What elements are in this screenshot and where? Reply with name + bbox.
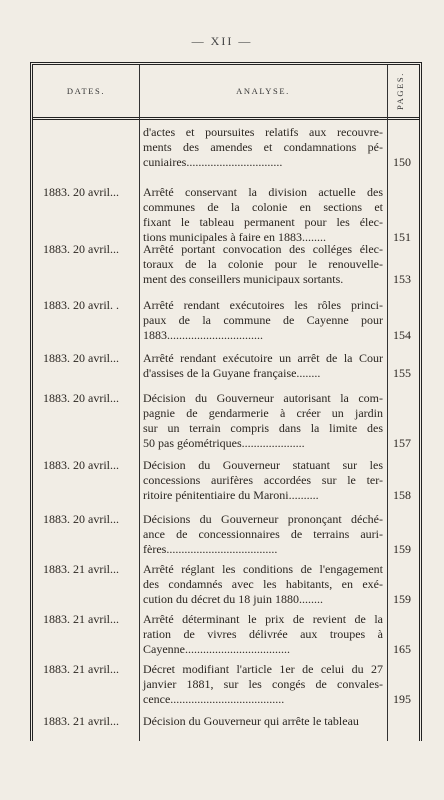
entry-date: 1883. 21 avril... <box>43 612 119 626</box>
analysis-line: Décision du Gouverneur autorisant la com- <box>143 391 383 405</box>
analysis-line: Cayenne................................... <box>143 642 290 656</box>
entry-page: 195 <box>393 692 411 706</box>
entry-page: 153 <box>393 272 411 286</box>
analysis-line: Arrêté rendant exécutoires les rôles princi- <box>143 298 383 312</box>
entry-page: 158 <box>393 488 411 502</box>
analysis-line: paux de la commune de Cayenne pour <box>143 313 383 327</box>
entry-date: 1883. 21 avril... <box>43 562 119 576</box>
header-pages <box>387 65 413 117</box>
entry-page: 155 <box>393 366 411 380</box>
entry-page: 151 <box>393 230 411 244</box>
analysis-line: ments des amendes et condamnations pé- <box>143 140 383 154</box>
analysis-line: 1883................................ <box>143 328 263 342</box>
entry-date: 1883. 20 avril... <box>43 242 119 256</box>
table-header <box>33 65 419 120</box>
analysis-line: ance de concessionnaires de terrains auri- <box>143 527 383 541</box>
analysis-line: fixant le tableau permanent pour les élec- <box>143 215 383 229</box>
entry-analysis <box>143 298 383 343</box>
header-dates: DATES. <box>66 86 106 96</box>
entry-page: 159 <box>393 542 411 556</box>
entry-page: 157 <box>393 436 411 450</box>
entry-analysis <box>143 512 383 557</box>
analysis-line: toraux de la colonie pour le renouvelle- <box>143 257 383 271</box>
entry-date: 1883. 20 avril... <box>43 391 119 405</box>
entry-date: 1883. 21 avril... <box>43 714 119 728</box>
column-divider <box>387 65 388 741</box>
analysis-line: tions municipales à faire en 1883........ <box>143 230 326 244</box>
analysis-line: communes de la colonie en sections et <box>143 200 383 214</box>
entry-analysis <box>143 125 383 170</box>
analysis-line: Décret modifiant l'article 1er de celui du 27 <box>143 662 383 676</box>
entry-date: 1883. 20 avril. . <box>43 298 119 312</box>
analysis-line: Décisions du Gouverneur prononçant déché- <box>143 512 383 526</box>
table-frame <box>30 62 422 741</box>
entry-analysis <box>143 458 383 503</box>
analysis-line: cence...................................... <box>143 692 285 706</box>
entry-analysis <box>143 351 383 381</box>
entry-analysis <box>143 612 383 657</box>
page-number: — XII — <box>191 34 253 48</box>
analysis-line: cution du décret du 18 juin 1880........ <box>143 592 323 606</box>
analysis-line: fères..................................... <box>143 542 278 556</box>
analysis-line: Décision du Gouverneur statuant sur les <box>143 458 383 472</box>
entry-date: 1883. 20 avril... <box>43 351 119 365</box>
entry-date: 1883. 20 avril... <box>43 512 119 526</box>
analysis-line: janvier 1881, sur les congés de convales- <box>143 677 383 691</box>
entry-page: 150 <box>393 155 411 169</box>
entry-date: 1883. 21 avril... <box>43 662 119 676</box>
analysis-line: 50 pas géométriques..................... <box>143 436 305 450</box>
analysis-line: Décision du Gouverneur qui arrête le tableau <box>143 714 359 728</box>
analysis-line: Arrêté conservant la division actuelle des <box>143 185 383 199</box>
entry-date: 1883. 20 avril... <box>43 458 119 472</box>
analysis-line: pagnie de gendarmerie à créer un jardin <box>143 406 383 420</box>
entry-analysis <box>143 242 383 287</box>
entry-analysis <box>143 185 383 245</box>
analysis-line: Arrêté déterminant le prix de revient de la <box>143 612 383 626</box>
entry-date: 1883. 20 avril... <box>43 185 119 199</box>
analysis-line: concessions aurifères accordées sur le ter- <box>143 473 383 487</box>
analysis-line: Arrêté réglant les conditions de l'engagement <box>143 562 383 576</box>
entry-analysis <box>143 391 383 451</box>
entry-page: 159 <box>393 592 411 606</box>
analysis-line: Arrêté rendant exécutoire un arrêt de la Cour <box>143 351 383 365</box>
analysis-line: d'actes et poursuites relatifs aux recouvre- <box>143 125 383 139</box>
entry-analysis <box>143 562 383 607</box>
header-pages-label: PAGES. <box>395 72 405 110</box>
analysis-line: Arrêté portant convocation des colléges élec- <box>143 242 383 256</box>
analysis-line: sur un terrain compris dans la limite des <box>143 421 383 435</box>
analysis-line: des condamnés avec les habitants, en exé- <box>143 577 383 591</box>
header-analyse: ANALYSE. <box>236 86 290 96</box>
analysis-line: ration de vivres délivrée aux troupes à <box>143 627 383 641</box>
analysis-line: cuniaires................................ <box>143 155 283 169</box>
analysis-line: ritoire pénitentiaire du Maroni.......... <box>143 488 319 502</box>
entry-analysis <box>143 714 383 729</box>
analysis-line: d'assises de la Guyane française........ <box>143 366 321 380</box>
entry-analysis <box>143 662 383 707</box>
analysis-line: ment des conseillers municipaux sortants. <box>143 272 344 286</box>
entry-page: 154 <box>393 328 411 342</box>
entry-page: 165 <box>393 642 411 656</box>
